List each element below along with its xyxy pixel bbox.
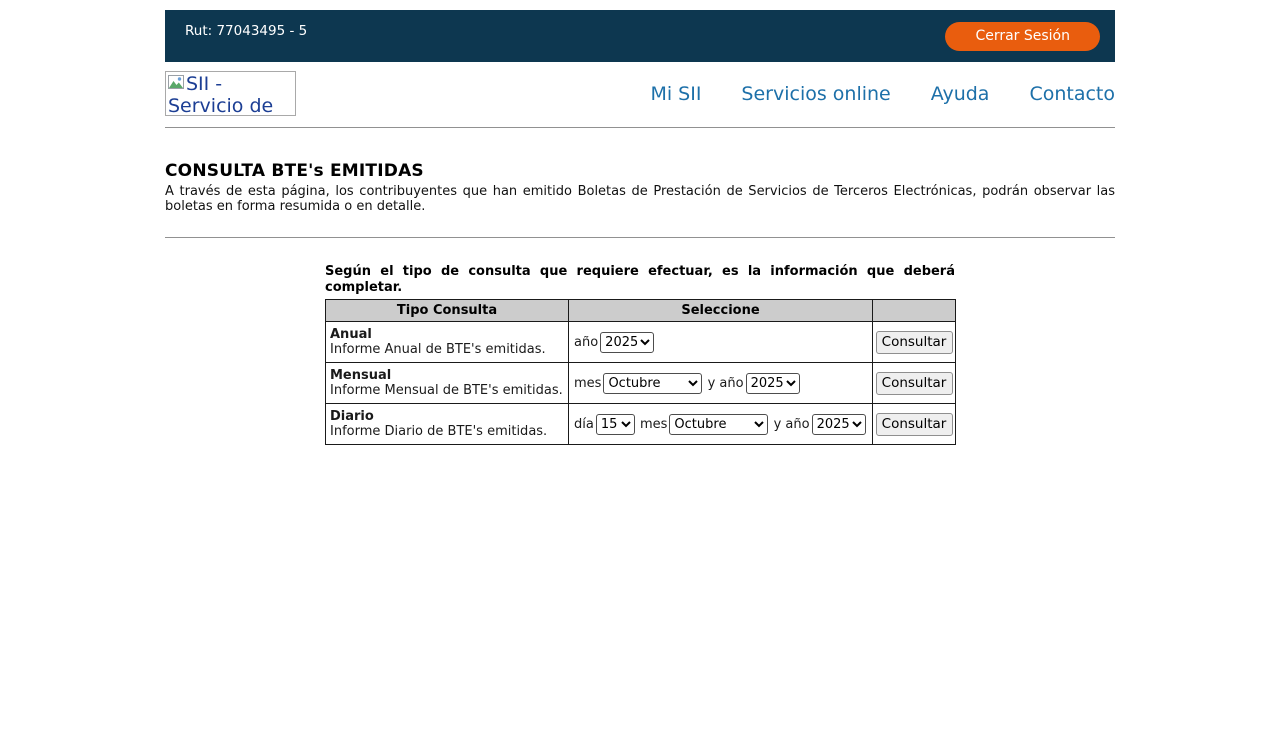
anual-ano-label: año — [574, 334, 599, 350]
page-title: CONSULTA BTE's EMITIDAS — [165, 161, 424, 181]
consulta-table — [325, 299, 956, 445]
topbar — [165, 10, 1115, 62]
sii-logo-broken-image[interactable] — [165, 71, 296, 116]
row-type-diario: Diario — [330, 409, 374, 424]
anual-ano-select[interactable] — [600, 332, 654, 353]
diario-dia-label: día — [574, 416, 594, 432]
row-description-diario: Informe Diario de BTE's emitidas. — [330, 424, 548, 439]
site-header — [165, 71, 1115, 116]
rut-label: Rut: 77043495 - 5 — [185, 23, 308, 39]
mensual-ano-select[interactable] — [746, 373, 800, 394]
column-header-tipo-consulta: Tipo Consulta — [326, 300, 569, 322]
consultar-anual-button[interactable]: Consultar — [876, 331, 953, 354]
broken-image-icon — [168, 73, 185, 95]
consulta-section — [325, 264, 955, 445]
diario-dia-select[interactable] — [596, 414, 635, 435]
diario-ano-select[interactable] — [812, 414, 866, 435]
nav-mi-sii[interactable]: Mi SII — [650, 82, 702, 105]
nav-ayuda[interactable]: Ayuda — [930, 82, 990, 105]
row-type-anual: Anual — [330, 327, 372, 342]
table-header-row — [326, 300, 956, 322]
row-description-anual: Informe Anual de BTE's emitidas. — [330, 342, 546, 357]
mensual-mes-label: mes — [574, 375, 602, 391]
logo-alt-text: SII - Servicio de — [168, 73, 274, 116]
column-header-seleccione: Seleccione — [569, 300, 873, 322]
page — [165, 10, 1115, 445]
table-row-mensual — [326, 363, 956, 404]
row-type-mensual: Mensual — [330, 368, 392, 383]
row-description-mensual: Informe Mensual de BTE's emitidas. — [330, 383, 563, 398]
consultar-diario-button[interactable]: Consultar — [876, 413, 953, 436]
diario-mes-label: mes — [639, 416, 668, 432]
nav-servicios-online[interactable]: Servicios online — [741, 82, 891, 105]
nav-contacto[interactable]: Contacto — [1029, 82, 1115, 105]
table-row-diario — [326, 404, 956, 445]
diario-ano-label: y año — [773, 416, 810, 432]
column-header-actions — [873, 300, 956, 322]
table-row-anual — [326, 322, 956, 363]
main-nav — [650, 83, 1115, 105]
mensual-mes-select[interactable] — [603, 373, 702, 394]
content-divider — [165, 237, 1115, 238]
header-divider — [165, 127, 1115, 128]
mensual-ano-label: y año — [707, 375, 744, 391]
logout-button[interactable]: Cerrar Sesión — [945, 22, 1100, 51]
consultar-mensual-button[interactable]: Consultar — [876, 372, 953, 395]
instruction-text: Según el tipo de consulta que requiere efectuar, es la información que deberá completar. — [325, 264, 955, 295]
diario-mes-select[interactable] — [669, 414, 768, 435]
page-description: A través de esta página, los contribuyentes que han emitido Boletas de Prestación de Servicios de Terceros Electrónicas, podrán observar las boletas en forma resumida o en detalle. — [165, 184, 1115, 214]
